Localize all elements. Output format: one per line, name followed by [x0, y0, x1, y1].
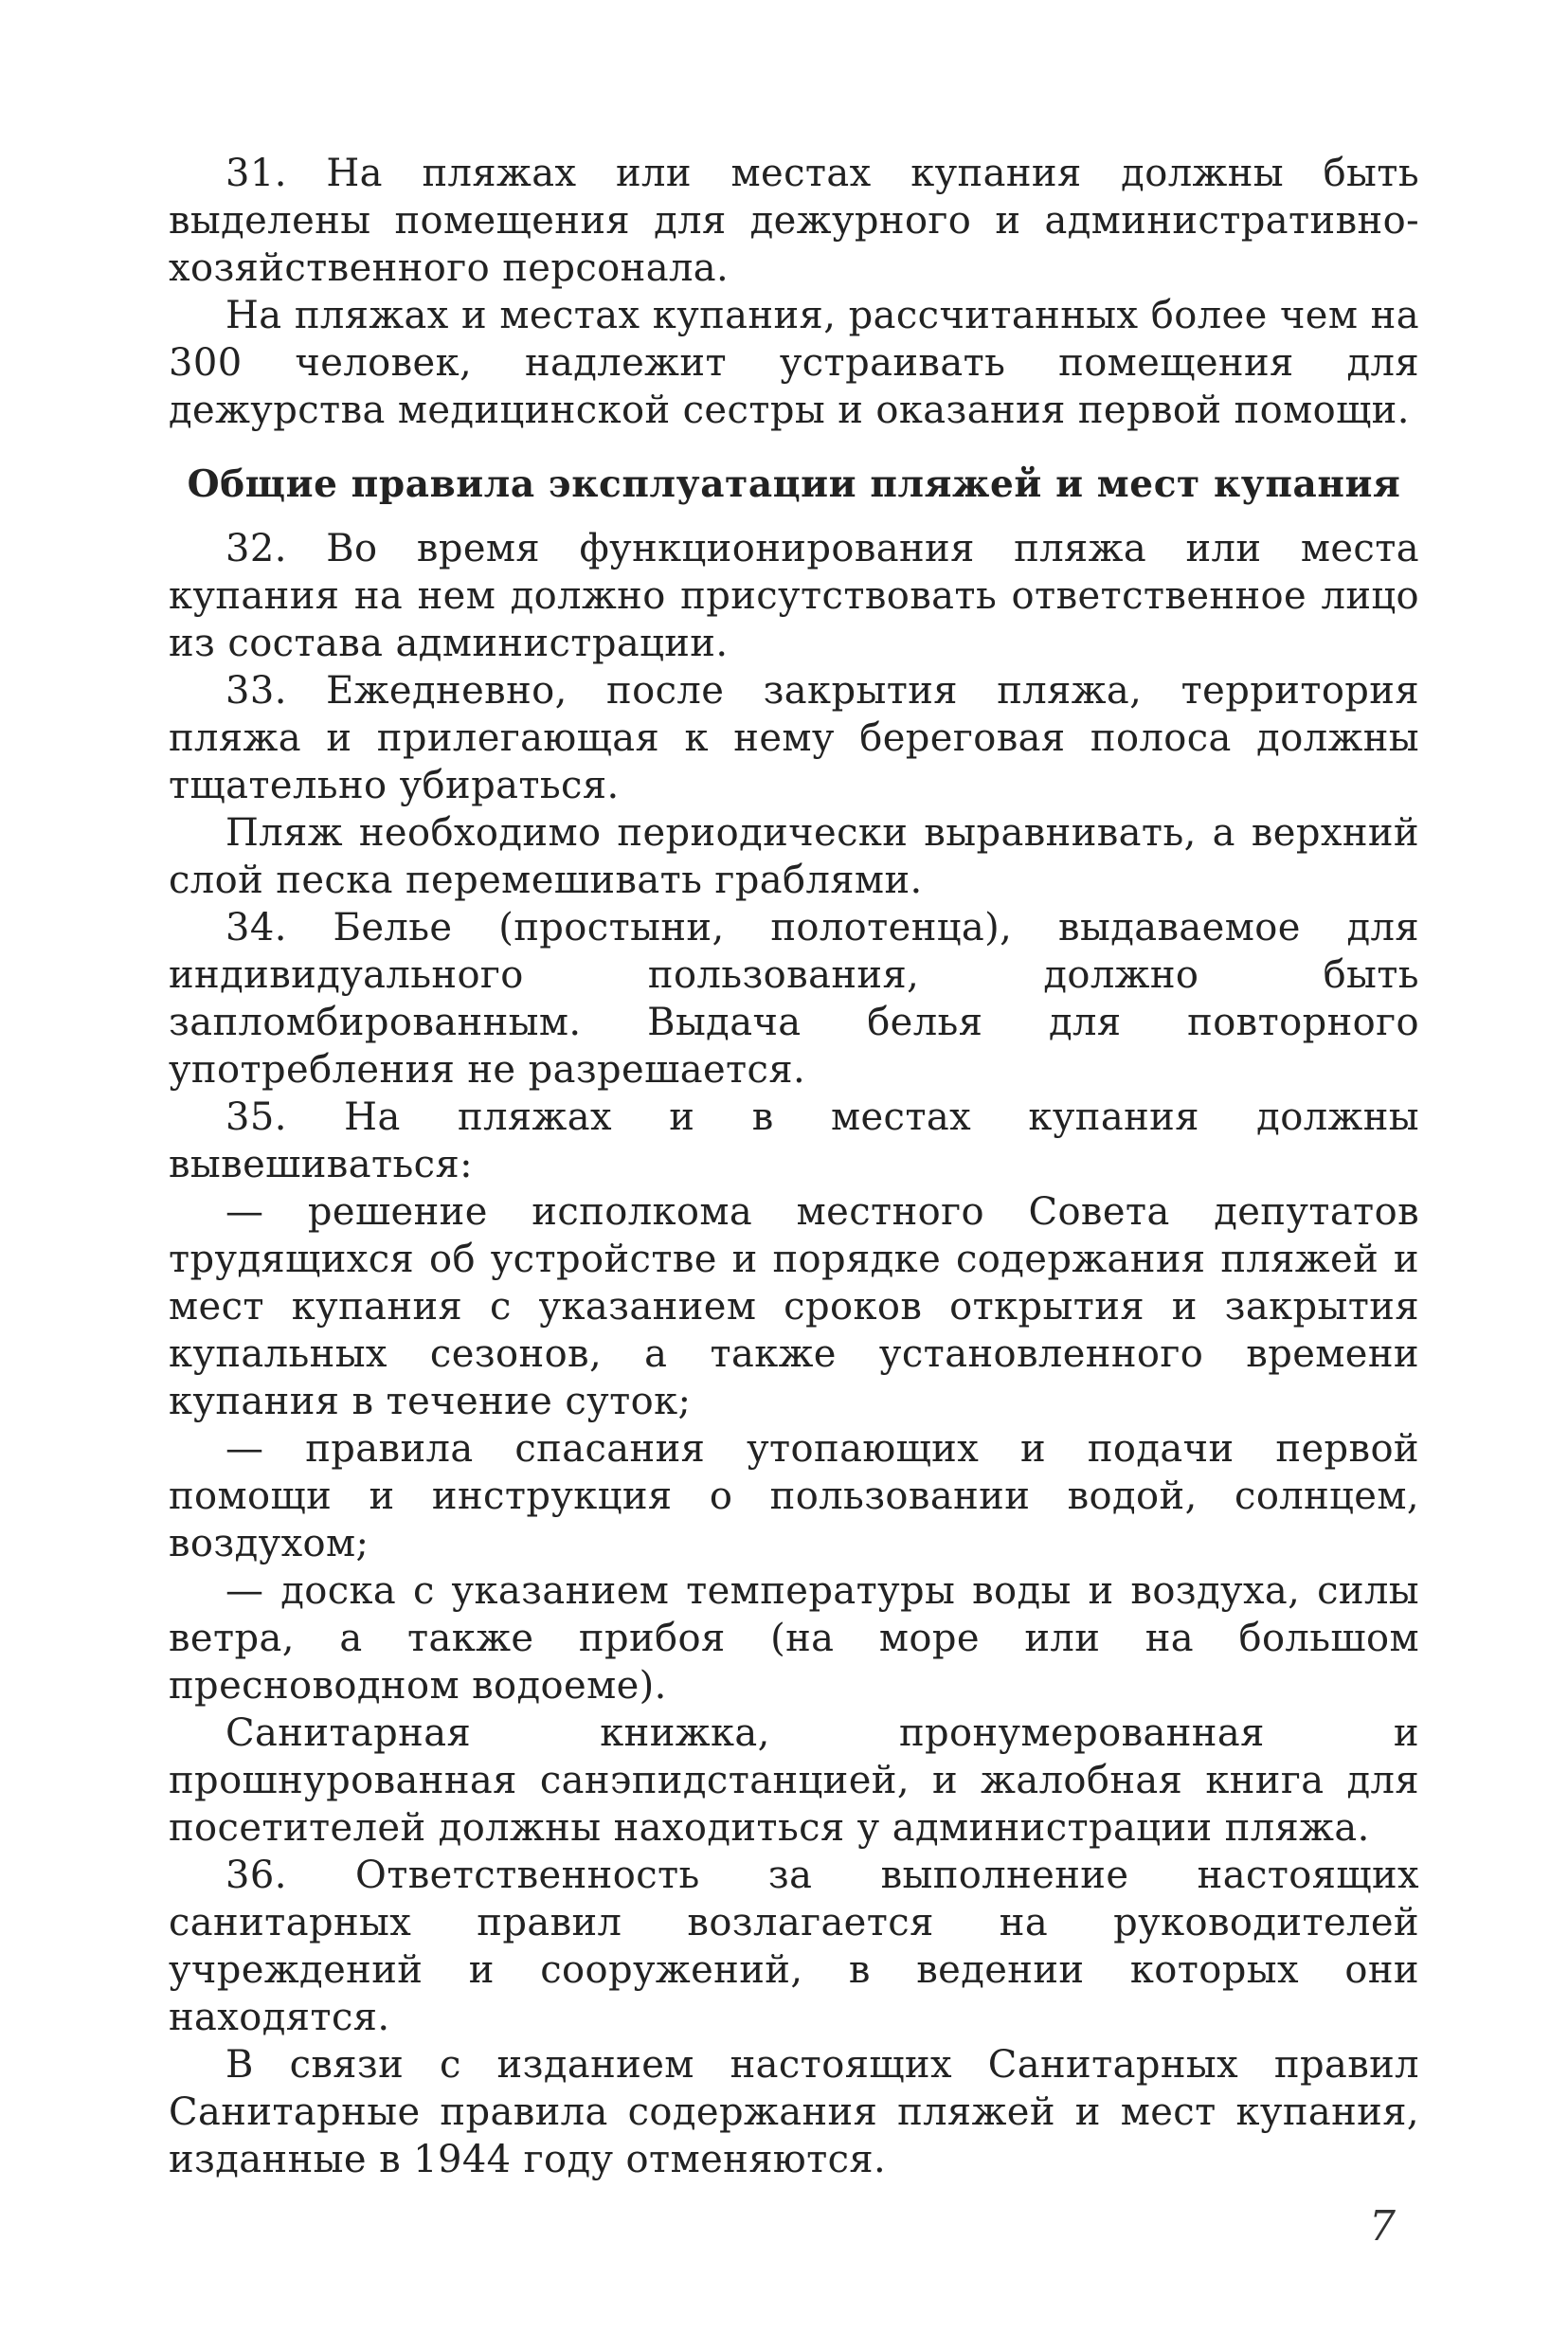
- paragraph-33: 33. Ежедневно, после закрытия пляжа, территория пляжа и прилегающая к нему береговая полоса должны тщательно убираться.: [169, 669, 1419, 807]
- text-column: [169, 150, 1419, 2183]
- list-item-weather-board: — доска с указанием температуры воды и воздуха, силы ветра, а также прибоя (на море или на большом пресноводном водоеме).: [169, 1569, 1419, 1708]
- page-number: 7: [1369, 2202, 1396, 2251]
- list-item-rescue-rules: — правила спасания утопающих и подачи первой помощи и инструкция о пользовании водой, солнцем, воздухом;: [169, 1427, 1419, 1565]
- paragraph-33-leveling: Пляж необходимо периодически выравнивать, а верхний слой песка перемешивать граблями.: [169, 811, 1419, 902]
- paragraph-repeal: В связи с изданием настоящих Санитарных правил Санитарные правила содержания пляжей и мест купания, изданные в 1944 году отменяются.: [169, 2043, 1419, 2181]
- list-item-decision: — решение исполкома местного Совета депутатов трудящихся об устройстве и порядке содержания пляжей и мест купания с указанием сроков открытия и закрытия купальных сезонов, а также установленного времени купания в течение суток;: [169, 1190, 1419, 1423]
- paragraph-35: 35. На пляжах и в местах купания должны вывешиваться:: [169, 1095, 1419, 1186]
- paragraph-31: 31. На пляжах или местах купания должны быть выделены помещения для дежурного и административно-хозяйственного персонала.: [169, 152, 1419, 290]
- paragraph-36: 36. Ответственность за выполнение настоящих санитарных правил возлагается на руководителей учреждений и сооружений, в ведении которых они находятся.: [169, 1854, 1419, 2039]
- paragraph-sanitary-book: Санитарная книжка, пронумерованная и прошнурованная санэпидстанцией, и жалобная книга для посетителей должны находиться у администрации пляжа.: [169, 1711, 1419, 1850]
- paragraph-31-medical: На пляжах и местах купания, рассчитанных более чем на 300 человек, надлежит устраивать помещения для дежурства медицинской сестры и оказания первой помощи.: [169, 294, 1419, 432]
- paragraph-32: 32. Во время функционирования пляжа или места купания на нем должно присутствовать ответственное лицо из состава администрации.: [169, 527, 1419, 665]
- section-heading: Общие правила эксплуатации пляжей и мест купания: [187, 462, 1401, 506]
- paragraph-34: 34. Белье (простыни, полотенца), выдаваемое для индивидуального пользования, должно быть запломбированным. Выдача белья для повторного употребления не разрешается.: [169, 906, 1419, 1092]
